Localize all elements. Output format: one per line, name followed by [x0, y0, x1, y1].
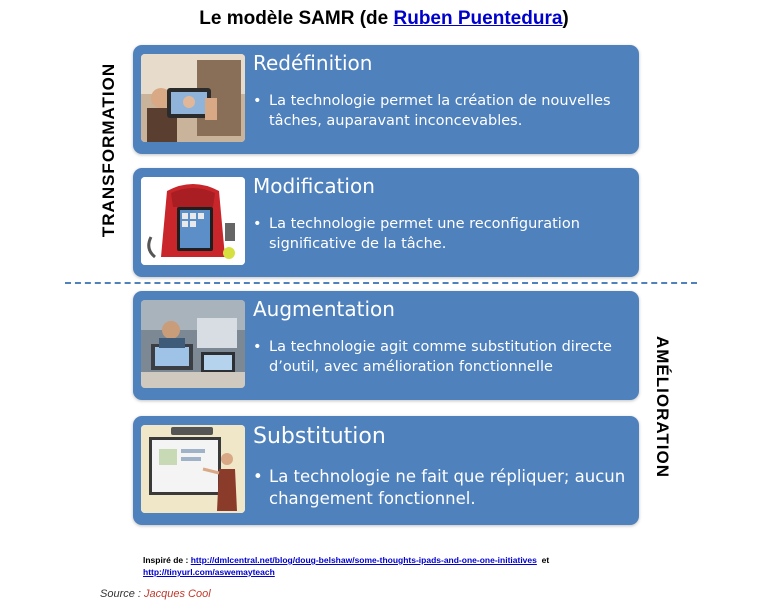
level-description — [253, 466, 631, 510]
level-title: Redéfinition — [253, 51, 373, 75]
source-author: Jacques Cool — [144, 588, 211, 600]
level-bullet-text: La technologie permet la création de nouvelles tâches, auparavant inconcevables. — [269, 93, 611, 129]
amelioration-label: AMÉLIORATION — [653, 335, 672, 479]
title-suffix: ) — [562, 8, 569, 29]
level-bullet-text: La technologie agit comme substitution directe d’outil, avec amélioration fonctionnelle — [269, 339, 612, 375]
level-bullet-text: La technologie ne fait que répliquer; aucun changement fonctionnel. — [269, 467, 626, 508]
level-title: Substitution — [253, 424, 386, 449]
credit-link-tinyurl[interactable]: http://tinyurl.com/aswemayteach — [143, 567, 275, 577]
level-bullet-text: La technologie permet une reconfiguration significative de la tâche. — [269, 216, 580, 252]
level-card-modification — [133, 168, 639, 277]
bullet-symbol: • — [253, 93, 262, 109]
level-description — [253, 337, 631, 377]
credit-label: Inspiré de : — [143, 555, 189, 565]
bullet-symbol: • — [253, 339, 262, 355]
source-label: Source : — [100, 588, 141, 600]
level-title: Modification — [253, 174, 375, 198]
backpack-with-tablet-photo — [141, 177, 245, 265]
credit-link-dmlcentral[interactable]: http://dmlcentral.net/blog/doug-belshaw/some-thoughts-ipads-and-one-one-initiatives — [190, 555, 537, 565]
title-prefix: Le modèle SAMR (de — [199, 8, 394, 29]
section-divider — [65, 282, 697, 284]
bullet-symbol: • — [253, 467, 263, 486]
bullet-symbol: • — [253, 216, 262, 232]
author-link[interactable]: Ruben Puentedura — [393, 8, 563, 29]
teacher-at-whiteboard-photo — [141, 425, 245, 513]
source-note — [100, 588, 211, 600]
page-title — [0, 8, 768, 30]
level-card-redefinition — [133, 45, 639, 154]
level-card-augmentation — [133, 291, 639, 400]
credit-note — [143, 554, 549, 578]
level-description — [253, 91, 631, 131]
level-description — [253, 214, 631, 254]
transformation-label: TRANSFORMATION — [99, 62, 118, 238]
level-title: Augmentation — [253, 297, 395, 321]
students-at-laptops-photo — [141, 300, 245, 388]
credit-joiner: et — [541, 555, 550, 565]
level-card-substitution — [133, 416, 639, 525]
person-holding-tablet-photo — [141, 54, 245, 142]
